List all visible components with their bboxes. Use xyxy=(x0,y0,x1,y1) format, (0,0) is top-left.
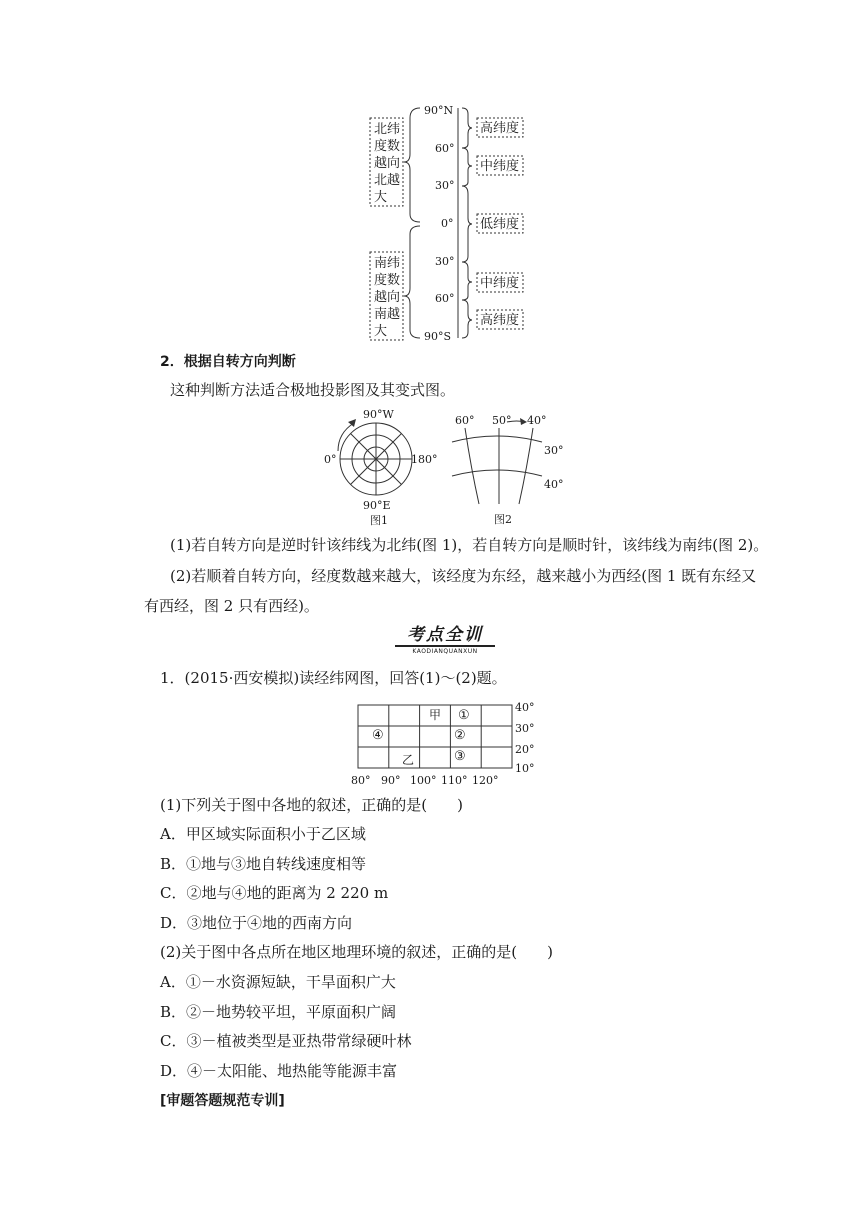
grid-lon-label: 120° xyxy=(472,774,499,787)
grid-cell-yi: 乙 xyxy=(402,753,415,767)
sub-question-1-option-b: B．①地与③地自转线速度相等 xyxy=(160,855,367,873)
section-heading: 2．根据自转方向判断 xyxy=(160,354,296,370)
fig1-top-label: 90°W xyxy=(363,408,394,421)
grid-lat-label: 10° xyxy=(515,762,535,775)
grid-cell-1: ① xyxy=(458,708,470,723)
fig1-right-label: 180° xyxy=(411,453,438,466)
grid-lon-label: 110° xyxy=(441,774,468,787)
south-box-line: 南纬 xyxy=(374,256,401,271)
sub-question-1-option-c: C．②地与④地的距离为 2 220 m xyxy=(160,884,389,902)
sub-question-1-option-d: D．③地位于④地的西南方向 xyxy=(160,914,353,932)
sub-question-2-option-a: A．①－水资源短缺，干旱面积广大 xyxy=(160,973,396,991)
north-box-line: 越向 xyxy=(374,156,401,171)
section-intro: 这种判断方法适合极地投影图及其变式图。 xyxy=(170,381,456,399)
lat-tick-label: 90°N xyxy=(424,104,454,117)
latitude-zone-diagram xyxy=(360,100,540,345)
sub-question-2-option-c: C．③－植被类型是亚热带常绿硬叶林 xyxy=(160,1032,412,1050)
sub-question-1-option-a: A．甲区域实际面积小于乙区域 xyxy=(160,825,366,843)
lat-tick-label: 60° xyxy=(435,292,455,305)
grid-lat-label: 40° xyxy=(515,701,535,714)
practice-section-heading: [审题答题规范专训] xyxy=(160,1093,285,1109)
fig1-bottom-label: 90°E xyxy=(363,499,391,512)
grid-lon-label: 90° xyxy=(381,774,401,787)
band-label: 高纬度 xyxy=(480,313,520,328)
grid-cell-jia: 甲 xyxy=(429,708,442,722)
south-box-line: 越向 xyxy=(374,290,401,305)
sub-question-2-prompt: (2)关于图中各点所在地区地理环境的叙述，正确的是( ) xyxy=(160,943,553,961)
north-box-line: 大 xyxy=(374,190,388,205)
sub-question-2-option-d: D．④－太阳能、地热能等能源丰富 xyxy=(160,1062,398,1080)
polar-projection-figure-2 xyxy=(447,408,572,528)
band-label: 高纬度 xyxy=(480,121,520,136)
lat-lon-grid-figure xyxy=(348,700,548,790)
lat-tick-label: 90°S xyxy=(424,330,452,343)
fig2-top-label: 40° xyxy=(527,414,547,427)
south-box-line: 南越 xyxy=(374,307,401,322)
fig2-right-label: 40° xyxy=(544,478,564,491)
grid-lon-label: 80° xyxy=(351,774,371,787)
grid-lat-label: 20° xyxy=(515,743,535,756)
grid-cell-2: ② xyxy=(454,728,466,743)
question-1-stem: 1．(2015·西安模拟)读经纬网图，回答(1)～(2)题。 xyxy=(160,669,507,687)
grid-lat-label: 30° xyxy=(515,722,535,735)
banner-pinyin: KAODIANQUANXUN xyxy=(412,648,478,655)
fig2-caption: 图2 xyxy=(494,513,512,526)
fig2-top-label: 60° xyxy=(455,414,475,427)
paragraph-2-line-1: (2)若顺着自转方向，经度数越来越大，该经度为东经，越来越小为西经(图 1 既有东经又 xyxy=(170,567,757,585)
south-box-line: 度数 xyxy=(374,273,401,288)
lat-tick-label: 30° xyxy=(435,179,455,192)
band-label: 中纬度 xyxy=(480,159,520,174)
south-box-line: 大 xyxy=(374,324,388,339)
banner-title: 考点全训 xyxy=(395,625,495,647)
paragraph-1: (1)若自转方向是逆时针该纬线为北纬(图 1)，若自转方向是顺时针，该纬线为南纬(图 2)。 xyxy=(170,536,769,554)
section-banner xyxy=(395,625,495,657)
north-box-line: 北纬 xyxy=(374,122,401,137)
fig2-right-label: 30° xyxy=(544,444,564,457)
paragraph-2-line-2: 有西经，图 2 只有西经)。 xyxy=(144,597,319,615)
fig1-caption: 图1 xyxy=(370,514,388,527)
north-box-line: 北越 xyxy=(374,173,401,188)
grid-cell-4: ④ xyxy=(372,728,384,743)
band-label: 低纬度 xyxy=(480,217,520,232)
sub-question-1-prompt: (1)下列关于图中各地的叙述，正确的是( ) xyxy=(160,796,463,814)
grid-lon-label: 100° xyxy=(410,774,437,787)
sub-question-2-option-b: B．②－地势较平坦，平原面积广阔 xyxy=(160,1003,397,1021)
lat-tick-label: 30° xyxy=(435,255,455,268)
lat-tick-label: 60° xyxy=(435,142,455,155)
band-label: 中纬度 xyxy=(480,276,520,291)
fig2-top-label: 50° xyxy=(492,414,512,427)
grid-cell-3: ③ xyxy=(454,749,466,764)
fig1-left-label: 0° xyxy=(324,453,337,466)
lat-tick-label: 0° xyxy=(441,217,454,230)
north-box-line: 度数 xyxy=(374,139,401,154)
polar-projection-figure-1 xyxy=(318,405,443,528)
